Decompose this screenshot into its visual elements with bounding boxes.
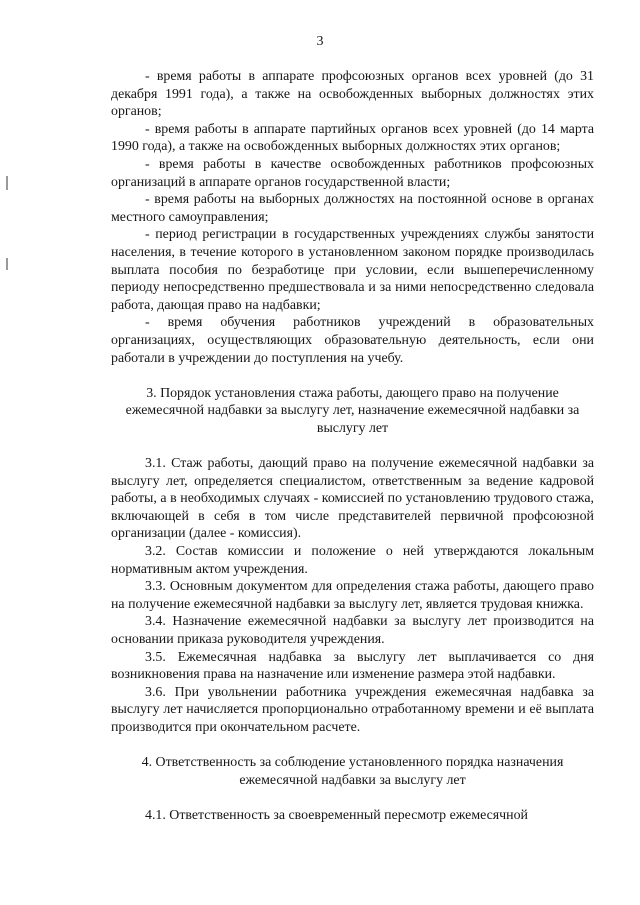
paragraph: - время работы в аппарате партийных органов всех уровней (до 14 марта 1990 года), а также на освобожденных выборных должностях этих органов; <box>111 121 594 155</box>
paragraph: 3.4. Назначение ежемесячной надбавки за выслугу лет производится на основании приказа руководителя учреждения. <box>111 614 594 647</box>
page-number: 3 <box>316 34 324 49</box>
section-gap <box>111 437 594 455</box>
section-heading-3: 3. Порядок установления стажа работы, дающего право на получение ежемесячной надбавки за выслугу лет, назначение ежемесячной надбавки за выслугу лет <box>125 385 580 436</box>
scan-margin-mark <box>6 258 8 270</box>
scan-margin-mark <box>6 176 8 190</box>
paragraph: 3.6. При увольнении работника учреждения ежемесячная надбавка за выслугу лет начисляется пропорционально отработанному времени и её выплата производится при окончательном расчете. <box>111 684 594 735</box>
paragraph: 3.5. Ежемесячная надбавка за выслугу лет выплачивается со дня возникновения права на назначение или изменение размера этой надбавки. <box>111 649 594 683</box>
paragraph: - время работы в качестве освобожденных работников профсоюзных организаций в аппарате органов государственной власти; <box>111 156 594 190</box>
paragraph: 3.1. Стаж работы, дающий право на получение ежемесячной надбавки за выслугу лет, определяется специалистом, ответственным за ведение кадровой работы, а в необходимых случаях - комиссией по установлению трудового стажа, включающей в себя в том числе представителей первичной профсоюзной организации (далее - комиссия). <box>111 456 594 542</box>
paragraph: 3.3. Основным документом для определения стажа работы, дающего право на получение ежемесячной надбавки за выслугу лет, является трудовая книжка. <box>111 579 594 612</box>
section-gap <box>111 367 594 385</box>
paragraph: - период регистрации в государственных учреждениях службы занятости населения, в течение которого в установленном законом порядке производилась выплата пособия по безработице при условии, если вышеперечисленному периоду непосредственно предшествовала и за ними непосредственно следовала работа, дающая право на надбавки; <box>111 227 594 313</box>
document-body <box>111 68 594 825</box>
section-gap <box>111 737 594 755</box>
section-gap <box>111 789 594 807</box>
paragraph: - время обучения работников учреждений в образовательных организациях, осуществляющих образовательную деятельность, если они работали в учреждении до поступления на учебу. <box>111 315 594 366</box>
paragraph: 3.2. Состав комиссии и положение о ней утверждаются локальным нормативным актом учреждения. <box>111 544 594 577</box>
paragraph: 4.1. Ответственность за своевременный пересмотр ежемесячной <box>145 807 528 823</box>
paragraph: - время работы на выборных должностях на постоянной основе в органах местного самоуправления; <box>111 192 594 225</box>
section-heading-4: 4. Ответственность за соблюдение установленного порядка назначения ежемесячной надбавки за выслугу лет <box>141 755 564 788</box>
paragraph: - время работы в аппарате профсоюзных органов всех уровней (до 31 декабря 1991 года), а также на освобожденных выборных должностях этих органов; <box>111 69 594 120</box>
